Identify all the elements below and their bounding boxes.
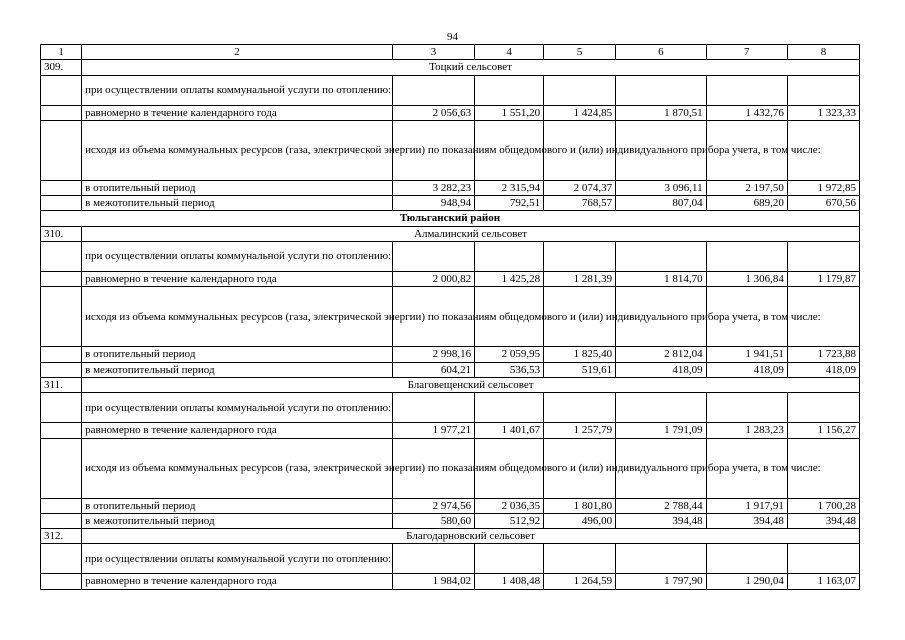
settlement-row [41, 377, 860, 392]
resources-row [41, 287, 860, 347]
value-cell: 792,51 [475, 196, 544, 211]
empty-cell [41, 105, 82, 120]
empty-cell [41, 242, 82, 272]
value-cell: 1 163,07 [787, 574, 859, 589]
resources-row [41, 120, 860, 180]
value-cell: 2 197,50 [706, 180, 787, 195]
value-cell: 580,60 [392, 513, 474, 528]
empty-cell [616, 544, 707, 574]
payment-intro-row [41, 393, 860, 423]
value-cell: 1 814,70 [616, 272, 707, 287]
value-cell: 1 401,67 [475, 423, 544, 438]
row-label: равномерно в течение календарного года [82, 574, 393, 589]
row-label: в отопительный период [82, 347, 393, 362]
value-cell: 1 179,87 [787, 272, 859, 287]
empty-cell [41, 362, 82, 377]
value-cell: 807,04 [616, 196, 707, 211]
value-cell: 2 000,82 [392, 272, 474, 287]
value-cell: 1 425,28 [475, 272, 544, 287]
value-cell: 2 056,63 [392, 105, 474, 120]
payment-intro-row [41, 544, 860, 574]
empty-cell [41, 438, 82, 498]
value-cell: 1 323,33 [787, 105, 859, 120]
value-cell: 1 797,90 [616, 574, 707, 589]
payment-intro-row [41, 242, 860, 272]
empty-cell [706, 393, 787, 423]
value-cell: 2 036,35 [475, 498, 544, 513]
empty-cell [475, 75, 544, 105]
heating-period-row [41, 498, 860, 513]
empty-cell [475, 393, 544, 423]
row-label: при осуществлении оплаты коммунальной услуги по отоплению: [82, 544, 393, 574]
value-cell: 1 156,27 [787, 423, 859, 438]
value-cell: 2 059,95 [475, 347, 544, 362]
value-cell: 1 264,59 [544, 574, 616, 589]
value-cell: 768,57 [544, 196, 616, 211]
row-label: при осуществлении оплаты коммунальной услуги по отоплению: [82, 242, 393, 272]
value-cell: 1 801,80 [544, 498, 616, 513]
row-label: в межотопительный период [82, 362, 393, 377]
column-number-cell: 5 [544, 45, 616, 60]
empty-cell [544, 75, 616, 105]
value-cell: 2 974,56 [392, 498, 474, 513]
value-cell: 2 998,16 [392, 347, 474, 362]
value-cell: 1 791,09 [616, 423, 707, 438]
value-cell: 3 282,23 [392, 180, 474, 195]
row-label: в отопительный период [82, 180, 393, 195]
empty-cell [787, 393, 859, 423]
value-cell: 604,21 [392, 362, 474, 377]
empty-cell [706, 544, 787, 574]
value-cell: 1 984,02 [392, 574, 474, 589]
value-cell: 689,20 [706, 196, 787, 211]
value-cell: 3 096,11 [616, 180, 707, 195]
empty-cell [41, 180, 82, 195]
value-cell: 1 432,76 [706, 105, 787, 120]
empty-cell [392, 242, 474, 272]
row-label: равномерно в течение календарного года [82, 272, 393, 287]
value-cell: 1 723,88 [787, 347, 859, 362]
settlement-row [41, 226, 860, 241]
row-number: 311. [41, 377, 82, 392]
column-number-cell: 8 [787, 45, 859, 60]
value-cell: 1 281,39 [544, 272, 616, 287]
value-cell: 394,48 [616, 513, 707, 528]
settlement-row [41, 529, 860, 544]
empty-cell [787, 242, 859, 272]
empty-cell [41, 120, 82, 180]
empty-cell [706, 242, 787, 272]
value-cell: 1 700,28 [787, 498, 859, 513]
row-number: 310. [41, 226, 82, 241]
value-cell: 1 941,51 [706, 347, 787, 362]
empty-cell [616, 242, 707, 272]
empty-cell [41, 75, 82, 105]
empty-cell [41, 347, 82, 362]
uniform-payment-row [41, 574, 860, 589]
column-number-cell: 4 [475, 45, 544, 60]
empty-cell [41, 272, 82, 287]
column-number-cell: 6 [616, 45, 707, 60]
value-cell: 1 972,85 [787, 180, 859, 195]
empty-cell [41, 287, 82, 347]
row-label: исходя из объема коммунальных ресурсов (газа, электрической энергии) по показаниям общедомового и (или) индивидуального прибора учета, в том числе: [82, 438, 393, 498]
heating-period-row [41, 180, 860, 195]
value-cell: 2 074,37 [544, 180, 616, 195]
district-name: Тюльганский район [41, 211, 860, 226]
row-label: в межотопительный период [82, 513, 393, 528]
empty-cell [475, 242, 544, 272]
page-number: 94 [447, 31, 458, 43]
value-cell: 418,09 [706, 362, 787, 377]
empty-cell [392, 544, 474, 574]
settlement-name: Алмалинский сельсовет [82, 226, 860, 241]
row-label: при осуществлении оплаты коммунальной услуги по отоплению: [82, 75, 393, 105]
empty-cell [41, 423, 82, 438]
value-cell: 2 315,94 [475, 180, 544, 195]
row-label: при осуществлении оплаты коммунальной услуги по отоплению: [82, 393, 393, 423]
empty-cell [544, 242, 616, 272]
row-label: исходя из объема коммунальных ресурсов (газа, электрической энергии) по показаниям общедомового и (или) индивидуального прибора учета, в том числе: [82, 287, 393, 347]
empty-cell [41, 498, 82, 513]
empty-cell [392, 393, 474, 423]
empty-cell [616, 75, 707, 105]
empty-cell [787, 75, 859, 105]
empty-cell [41, 544, 82, 574]
value-cell: 536,53 [475, 362, 544, 377]
value-cell: 2 788,44 [616, 498, 707, 513]
value-cell: 394,48 [706, 513, 787, 528]
settlement-row [41, 60, 860, 75]
value-cell: 1 977,21 [392, 423, 474, 438]
uniform-payment-row [41, 423, 860, 438]
empty-cell [41, 513, 82, 528]
row-label: в отопительный период [82, 498, 393, 513]
value-cell: 1 290,04 [706, 574, 787, 589]
value-cell: 1 257,79 [544, 423, 616, 438]
empty-cell [706, 75, 787, 105]
value-cell: 519,61 [544, 362, 616, 377]
column-number-cell: 1 [41, 45, 82, 60]
payment-intro-row [41, 75, 860, 105]
column-number-cell: 2 [82, 45, 393, 60]
value-cell: 2 812,04 [616, 347, 707, 362]
tariff-table [40, 44, 860, 590]
interheating-period-row [41, 513, 860, 528]
heating-period-row [41, 347, 860, 362]
row-number: 312. [41, 529, 82, 544]
empty-cell [787, 544, 859, 574]
empty-cell [544, 544, 616, 574]
empty-cell [392, 75, 474, 105]
empty-cell [475, 544, 544, 574]
value-cell: 1 825,40 [544, 347, 616, 362]
empty-cell [41, 393, 82, 423]
value-cell: 512,92 [475, 513, 544, 528]
row-label: равномерно в течение календарного года [82, 423, 393, 438]
value-cell: 418,09 [787, 362, 859, 377]
settlement-name: Благодарновский сельсовет [82, 529, 860, 544]
value-cell: 1 870,51 [616, 105, 707, 120]
value-cell: 496,00 [544, 513, 616, 528]
district-row [41, 211, 860, 226]
value-cell: 670,56 [787, 196, 859, 211]
value-cell: 418,09 [616, 362, 707, 377]
value-cell: 1 283,23 [706, 423, 787, 438]
value-cell: 1 424,85 [544, 105, 616, 120]
column-number-cell: 3 [392, 45, 474, 60]
resources-row [41, 438, 860, 498]
settlement-name: Тоцкий сельсовет [82, 60, 860, 75]
uniform-payment-row [41, 105, 860, 120]
settlement-name: Благовещенский сельсовет [82, 377, 860, 392]
value-cell: 1 551,20 [475, 105, 544, 120]
interheating-period-row [41, 362, 860, 377]
value-cell: 1 408,48 [475, 574, 544, 589]
empty-cell [41, 196, 82, 211]
empty-cell [544, 393, 616, 423]
column-number-row [41, 45, 860, 60]
row-number: 309. [41, 60, 82, 75]
interheating-period-row [41, 196, 860, 211]
empty-cell [616, 393, 707, 423]
row-label: в межотопительный период [82, 196, 393, 211]
empty-cell [41, 574, 82, 589]
row-label: равномерно в течение календарного года [82, 105, 393, 120]
column-number-cell: 7 [706, 45, 787, 60]
value-cell: 1 306,84 [706, 272, 787, 287]
value-cell: 1 917,91 [706, 498, 787, 513]
value-cell: 394,48 [787, 513, 859, 528]
value-cell: 948,94 [392, 196, 474, 211]
row-label: исходя из объема коммунальных ресурсов (газа, электрической энергии) по показаниям общедомового и (или) индивидуального прибора учета, в том числе: [82, 120, 393, 180]
uniform-payment-row [41, 272, 860, 287]
